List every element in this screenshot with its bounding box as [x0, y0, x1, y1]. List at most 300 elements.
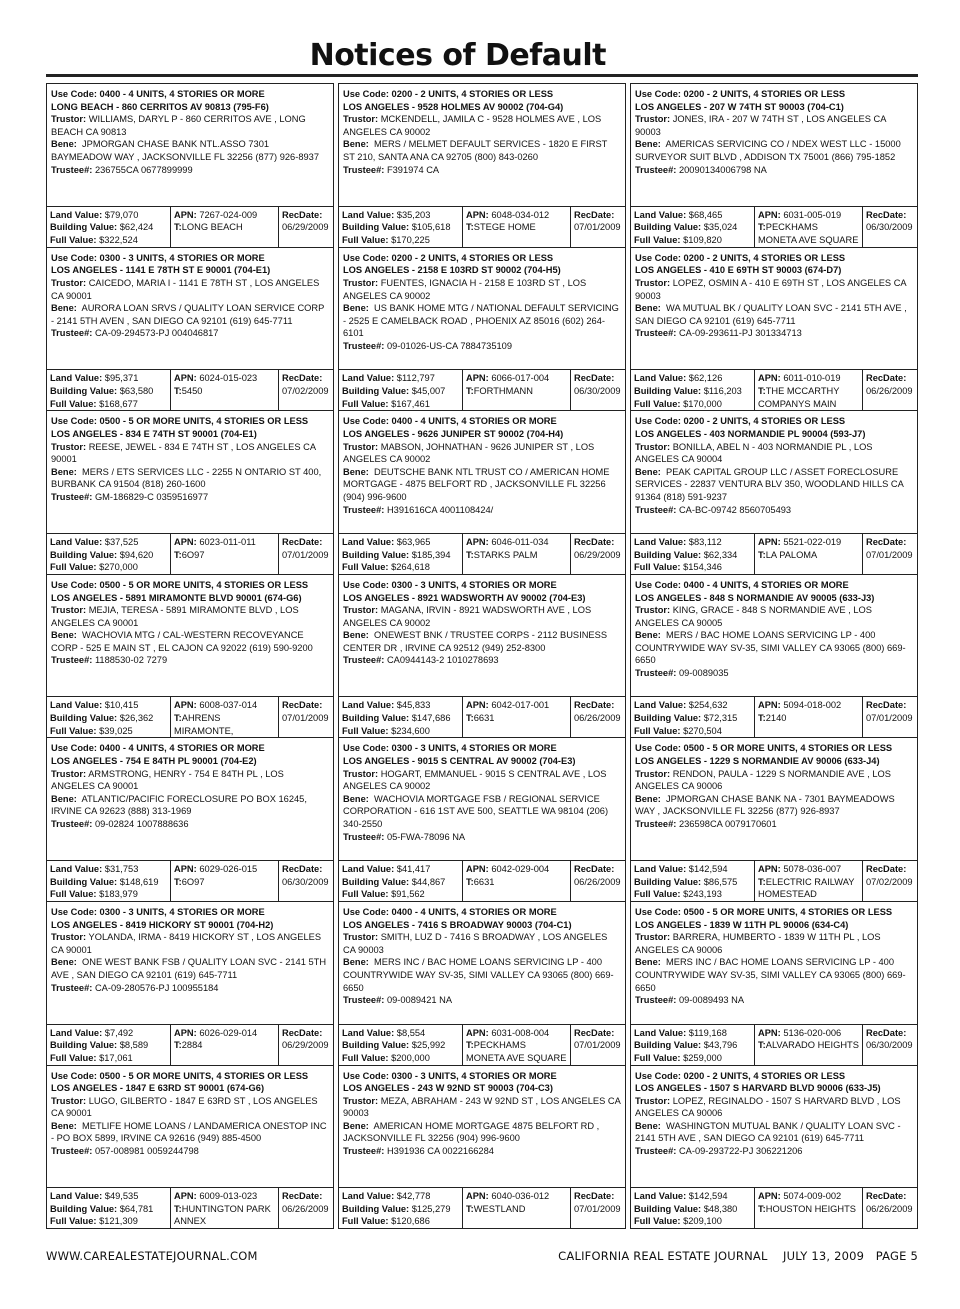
full-value: $120,686 [391, 1216, 430, 1227]
trustor-value: WILLIAMS, DARYL P - 860 CERRITOS AVE , LONG BEACH CA 90813 [51, 114, 306, 137]
recdate-cell [863, 1025, 917, 1065]
full-value-label: Full Value: [50, 562, 97, 573]
bene-line [635, 794, 895, 817]
tract-label: T: [174, 1203, 182, 1214]
trustee-line [51, 165, 193, 175]
land-value: $254,632 [688, 700, 728, 711]
apn-cell [463, 534, 571, 574]
notice-details [631, 575, 917, 697]
building-value: $48,380 [703, 1203, 738, 1214]
recdate-label: RecDate: [574, 373, 615, 384]
land-value: $7,492 [104, 1027, 134, 1038]
trustor-label: Trustor: [343, 114, 379, 125]
full-value: $154,346 [683, 562, 722, 573]
recdate-cell [863, 861, 917, 901]
bene-line [51, 794, 307, 817]
notice-details [339, 902, 625, 1024]
recdate-label: RecDate: [282, 863, 323, 874]
bene-value: ONEWEST BNK / TRUSTEE CORPS - 2112 BUSINESS CENTER DR , IRVINE CA 92512 (949) 252-8300 [343, 630, 608, 653]
property-location: LOS ANGELES - 1507 S HARVARD BLVD 90006 (633-J5) [635, 1083, 881, 1094]
use-code: Use Code: 0500 - 5 OR MORE UNITS, 4 STORIES OR LESS [635, 743, 893, 754]
apn-label: APN: [758, 373, 781, 384]
apn-label: APN: [466, 209, 489, 220]
tract-label: T: [466, 385, 474, 396]
recdate-value: 07/02/2009 [866, 876, 913, 887]
trustor-line [343, 114, 601, 137]
tract-label: T: [758, 876, 766, 887]
recdate-value: 07/01/2009 [574, 1203, 621, 1214]
bene-label: Bene: [635, 1120, 661, 1131]
recdate-cell [863, 534, 917, 574]
land-value-label: Land Value: [634, 373, 687, 384]
land-value-label: Land Value: [634, 863, 687, 874]
building-value-label: Building Value: [634, 1203, 702, 1214]
land-value: $49,535 [104, 1191, 139, 1202]
trustee-label: Trustee#: [635, 668, 677, 679]
property-location: LOS ANGELES - 207 W 74TH ST 90003 (704-C1) [635, 101, 844, 112]
property-location: LOS ANGELES - 410 E 69TH ST 90003 (674-D7) [635, 265, 842, 276]
apn-value: 6024-015-023 [199, 373, 258, 384]
tract-value: 6O97 [181, 876, 205, 887]
trustee-value: 057-008981 0059244798 [94, 1146, 199, 1157]
building-value-label: Building Value: [50, 876, 118, 887]
trustor-label: Trustor: [343, 932, 379, 943]
building-value-label: Building Value: [342, 1203, 410, 1214]
trustor-line [51, 1096, 318, 1119]
apn-value: 6026-029-014 [199, 1027, 258, 1038]
full-value-label: Full Value: [634, 1216, 681, 1227]
full-value: $170,225 [391, 235, 430, 246]
notice-record [338, 738, 626, 902]
notice-details [339, 84, 625, 206]
apn-cell [755, 697, 863, 737]
building-value: $26,362 [119, 713, 154, 724]
recdate-cell [571, 1188, 625, 1228]
tract-label: T: [466, 222, 474, 233]
building-value: $116,203 [703, 385, 742, 396]
recdate-label: RecDate: [574, 536, 615, 547]
bene-label: Bene: [343, 630, 369, 641]
trustee-label: Trustee#: [343, 831, 385, 842]
bene-value: MERS INC / BAC HOME LOANS SERVICING LP - 400 COUNTRYWIDE WAY SV-35, SIMI VALLEY CA 93065 (800) 669-6650 [635, 957, 906, 993]
trustor-value: MEJIA, TERESA - 5891 MIRAMONTE BLVD , LOS ANGELES CA 90001 [51, 605, 299, 628]
full-value: $270,000 [99, 562, 138, 573]
recdate-cell [571, 207, 625, 247]
notice-record [630, 83, 918, 248]
trustee-label: Trustee#: [635, 504, 677, 515]
notices-column [630, 83, 918, 1229]
bene-value: JPMORGAN CHASE BANK NA - 7301 BAYMEADOWS WAY , JACKSONVILLE FL 32256 (877) 926-8937 [635, 793, 895, 817]
apn-label: APN: [466, 1191, 489, 1202]
trustee-label: Trustee#: [51, 164, 93, 175]
trustee-label: Trustee#: [635, 164, 677, 175]
bene-label: Bene: [51, 139, 77, 150]
notice-details [631, 84, 917, 206]
land-value: $31,753 [104, 863, 139, 874]
tract-label: T: [758, 1040, 766, 1051]
trustor-line [635, 114, 886, 137]
apn-label: APN: [466, 863, 489, 874]
land-value-label: Land Value: [50, 536, 103, 547]
recdate-value: 06/26/2009 [574, 876, 621, 887]
land-value: $63,965 [396, 536, 431, 547]
property-location: LOS ANGELES - 8419 HICKORY ST 90001 (704-H2) [51, 919, 274, 930]
recdate-value: 06/29/2009 [282, 222, 329, 233]
bene-value: WACHOVIA MTG / CAL-WESTERN RECOVEYANCE CORP - 525 E MAIN ST , EL CAJON CA 92022 (619) 590-9200 [51, 630, 313, 653]
title-rule [46, 74, 918, 77]
trustee-line [343, 832, 465, 842]
apn-cell [755, 861, 863, 901]
tract-label: T: [174, 222, 182, 233]
valuation-row [339, 1187, 625, 1228]
property-location: LOS ANGELES - 5891 MIRAMONTE BLVD 90001 (674-G6) [51, 592, 302, 603]
notice-record [630, 902, 918, 1066]
full-value-label: Full Value: [50, 1052, 97, 1063]
notice-details [631, 738, 917, 860]
building-value: $72,315 [703, 713, 738, 724]
bene-value: MERS / MELMET DEFAULT SERVICES - 1820 E FIRST ST 210, SANTA ANA CA 92705 (800) 843-0260 [343, 139, 608, 162]
footer-date: JULY 13, 2009 [783, 1249, 865, 1263]
apn-cell [463, 207, 571, 247]
recdate-cell [279, 207, 333, 247]
trustor-value: ARMSTRONG, HENRY - 754 E 84TH PL , LOS ANGELES CA 90001 [51, 768, 284, 792]
building-value-label: Building Value: [342, 385, 410, 396]
building-value-label: Building Value: [342, 549, 410, 560]
apn-cell [171, 534, 279, 574]
bene-value: WACHOVIA MORTGAGE FSB / REGIONAL SERVICE CORPORATION - 616 1ST AVE 500, SEATTLE WA 98104 (206) 340-2550 [343, 793, 609, 829]
trustor-line [635, 442, 873, 465]
trustor-line [343, 932, 607, 955]
full-value-label: Full Value: [342, 1052, 389, 1063]
recdate-label: RecDate: [282, 1191, 323, 1202]
footer-page: PAGE 5 [875, 1249, 918, 1263]
land-value-label: Land Value: [342, 863, 395, 874]
trustor-line [51, 932, 321, 955]
notice-details [47, 84, 333, 206]
trustee-value: CA0944143-2 1010278693 [386, 655, 499, 666]
tract-value: AHRENS MIRAMONTE, [174, 713, 234, 736]
land-value: $112,797 [396, 373, 435, 384]
trustor-label: Trustor: [51, 441, 87, 452]
bene-line [635, 303, 907, 326]
recdate-value: 06/30/2009 [866, 222, 913, 233]
footer-website[interactable]: WWW.CAREALESTATEJOURNAL.COM [46, 1249, 258, 1263]
recdate-cell [863, 697, 917, 737]
trustee-line [343, 655, 499, 665]
notice-details [47, 902, 333, 1024]
values-cell [339, 1188, 463, 1228]
apn-label: APN: [758, 700, 781, 711]
notice-record [630, 1066, 918, 1230]
tract-value: ALVARADO HEIGHTS [765, 1040, 859, 1051]
land-value: $37,525 [104, 536, 139, 547]
bene-label: Bene: [51, 630, 77, 641]
bene-line [51, 303, 324, 326]
trustor-line [51, 114, 306, 137]
trustee-value: 236598CA 0079170601 [678, 819, 777, 829]
notice-details [339, 411, 625, 533]
land-value: $142,594 [688, 863, 728, 874]
notice-record [338, 1066, 626, 1230]
trustor-label: Trustor: [51, 932, 87, 943]
apn-cell [463, 1188, 571, 1228]
valuation-row [631, 860, 917, 901]
bene-line [51, 467, 321, 490]
land-value: $42,778 [396, 1191, 431, 1202]
full-value-label: Full Value: [342, 889, 389, 900]
land-value: $45,833 [396, 700, 431, 711]
bene-value: AMERICAN HOME MORTGAGE 4875 BELFORT RD , JACKSONVILLE FL 32256 (904) 996-9600 [343, 1120, 600, 1144]
tract-value: 2140 [765, 713, 787, 724]
property-location: LONG BEACH - 860 CERRITOS AV 90813 (795-F6) [51, 101, 269, 112]
recdate-cell [863, 207, 917, 247]
bene-label: Bene: [51, 793, 77, 804]
full-value-label: Full Value: [634, 562, 681, 573]
property-location: LOS ANGELES - 754 E 84TH PL 90001 (704-E2) [51, 756, 257, 767]
trustor-label: Trustor: [51, 114, 87, 125]
trustor-line [343, 1096, 620, 1119]
trustee-value: GM-186829-C 0359516977 [94, 491, 209, 502]
full-value-label: Full Value: [342, 562, 389, 573]
values-cell [47, 697, 171, 737]
trustor-value: BARRERA, HUMBERTO - 1839 W 11TH PL , LOS ANGELES CA 90006 [635, 932, 881, 955]
bene-line [635, 630, 906, 665]
recdate-value: 07/02/2009 [282, 385, 329, 396]
trustor-value: LOPEZ, REGINALDO - 1507 S HARVARD BLVD , LOS ANGELES CA 90006 [635, 1095, 901, 1119]
bene-label: Bene: [635, 630, 661, 641]
trustee-line [343, 1146, 494, 1156]
full-value-label: Full Value: [50, 1216, 97, 1227]
recdate-label: RecDate: [866, 863, 907, 874]
apn-label: APN: [174, 373, 197, 384]
building-value-label: Building Value: [634, 549, 702, 560]
full-value-label: Full Value: [50, 235, 97, 246]
trustor-label: Trustor: [635, 278, 671, 289]
land-value-label: Land Value: [634, 1191, 687, 1202]
full-value-label: Full Value: [634, 398, 681, 409]
recdate-label: RecDate: [866, 1191, 907, 1202]
tract-label: T: [174, 713, 182, 724]
trustee-label: Trustee#: [343, 341, 385, 351]
trustor-value: REESE, JEWEL - 834 E 74TH ST , LOS ANGELES CA 90001 [51, 441, 316, 465]
bene-line [343, 303, 619, 338]
trustor-label: Trustor: [343, 768, 379, 779]
valuation-row [631, 369, 917, 410]
full-value-label: Full Value: [50, 725, 97, 736]
full-value-label: Full Value: [342, 235, 389, 246]
trustor-value: RENDON, PAULA - 1229 S NORMANDIE AVE , LOS ANGELES CA 90006 [635, 768, 891, 792]
tract-value: HOUSTON HEIGHTS [765, 1203, 856, 1214]
apn-value: 6029-026-015 [199, 863, 258, 874]
apn-label: APN: [758, 863, 781, 874]
use-code: Use Code: 0300 - 3 UNITS, 4 STORIES OR MORE [51, 252, 265, 263]
trustee-label: Trustee#: [51, 328, 93, 339]
values-cell [339, 861, 463, 901]
valuation-row [631, 206, 917, 247]
values-cell [339, 534, 463, 574]
full-value-label: Full Value: [342, 1216, 389, 1227]
trustee-value: 09-02824 1007888636 [94, 819, 189, 829]
recdate-cell [279, 534, 333, 574]
full-value: $167,461 [391, 398, 430, 409]
recdate-value: 06/26/2009 [282, 1203, 329, 1214]
recdate-label: RecDate: [282, 700, 323, 711]
trustee-value: H391936 CA 0022166284 [386, 1146, 494, 1157]
recdate-label: RecDate: [574, 1027, 615, 1038]
trustor-line [51, 769, 284, 792]
land-value-label: Land Value: [342, 373, 395, 384]
tract-value: 5450 [181, 385, 203, 396]
apn-cell [755, 534, 863, 574]
tract-label: T: [466, 549, 474, 560]
property-location: LOS ANGELES - 9626 JUNIPER ST 90002 (704-H4) [343, 428, 564, 439]
tract-value: STARKS PALM [473, 549, 538, 560]
bene-line [343, 794, 608, 829]
apn-value: 6042-017-001 [491, 700, 550, 711]
apn-label: APN: [758, 1191, 781, 1202]
recdate-value: 07/01/2009 [282, 549, 329, 560]
trustee-label: Trustee#: [51, 1146, 93, 1157]
land-value: $119,168 [688, 1027, 727, 1038]
bene-value: MERS / ETS SERVICES LLC - 2255 N ONTARIO ST 400, BURBANK CA 91504 (818) 260-1600 [51, 466, 322, 490]
use-code: Use Code: 0200 - 2 UNITS, 4 STORIES OR LESS [343, 252, 554, 263]
apn-value: 6066-017-004 [491, 373, 550, 384]
valuation-row [339, 206, 625, 247]
apn-label: APN: [466, 373, 489, 384]
valuation-row [631, 533, 917, 574]
notice-record [338, 411, 626, 575]
trustor-line [343, 278, 586, 301]
recdate-value: 07/01/2009 [866, 713, 913, 724]
values-cell [339, 370, 463, 410]
notice-details [339, 248, 625, 370]
building-value-label: Building Value: [634, 1040, 702, 1051]
tract-value: LA PALOMA [765, 549, 818, 560]
land-value-label: Land Value: [50, 1027, 103, 1038]
trustor-line [635, 605, 872, 628]
recdate-label: RecDate: [866, 209, 907, 220]
trustor-label: Trustor: [635, 932, 671, 943]
building-value: $105,618 [411, 222, 451, 233]
recdate-label: RecDate: [282, 209, 323, 220]
trustor-line [51, 442, 316, 465]
property-location: LOS ANGELES - 7416 S BROADWAY 90003 (704-C1) [343, 919, 572, 930]
full-value: $170,000 [683, 398, 722, 409]
trustor-value: JONES, IRA - 207 W 74TH ST , LOS ANGELES CA 90003 [635, 114, 886, 137]
recdate-value: 07/01/2009 [574, 222, 621, 233]
use-code: Use Code: 0400 - 4 UNITS, 4 STORIES OR MORE [343, 906, 557, 917]
trustee-line [51, 819, 189, 829]
bene-label: Bene: [343, 1120, 369, 1131]
apn-cell [463, 370, 571, 410]
trustor-line [635, 1096, 901, 1119]
notice-record [46, 738, 334, 902]
notice-details [339, 738, 625, 860]
use-code: Use Code: 0500 - 5 OR MORE UNITS, 4 STORIES OR LESS [51, 416, 309, 427]
bene-line [635, 957, 906, 992]
tract-value: 6O97 [181, 549, 205, 560]
trustor-line [635, 769, 891, 792]
full-value: $259,000 [683, 1052, 722, 1063]
apn-value: 5521-022-019 [783, 536, 842, 547]
trustor-line [635, 278, 906, 301]
building-value-label: Building Value: [50, 549, 118, 560]
trustee-line [343, 165, 439, 175]
apn-cell [755, 207, 863, 247]
trustor-value: FUENTES, IGNACIA H - 2158 E 103RD ST , LOS ANGELES CA 90002 [343, 278, 587, 301]
tract-label: T: [174, 876, 182, 887]
notice-record [46, 411, 334, 575]
trustee-label: Trustee#: [635, 819, 677, 829]
tract-label: T: [466, 1040, 474, 1051]
land-value-label: Land Value: [342, 536, 395, 547]
valuation-row [339, 533, 625, 574]
recdate-label: RecDate: [574, 1191, 615, 1202]
trustee-line [635, 165, 767, 175]
land-value-label: Land Value: [342, 209, 395, 220]
bene-label: Bene: [635, 793, 661, 804]
tract-value: ELECTRIC RAILWAY HOMESTEAD [758, 876, 855, 900]
trustor-label: Trustor: [51, 605, 87, 616]
recdate-label: RecDate: [574, 863, 615, 874]
recdate-label: RecDate: [574, 700, 615, 711]
land-value-label: Land Value: [50, 863, 103, 874]
apn-value: 6042-029-004 [491, 863, 550, 874]
notices-column [46, 83, 334, 1229]
building-value: $62,424 [119, 222, 154, 233]
use-code: Use Code: 0400 - 4 UNITS, 4 STORIES OR MORE [51, 743, 265, 754]
apn-value: 6031-005-019 [783, 209, 842, 220]
bene-value: MERS INC / BAC HOME LOANS SERVICING LP - 400 COUNTRYWIDE WAY SV-35, SIMI VALLEY CA 93065 (800) 669-6650 [343, 957, 614, 993]
property-location: LOS ANGELES - 9528 HOLMES AV 90002 (704-G4) [343, 101, 564, 112]
trustee-line [635, 1146, 802, 1156]
notice-record [46, 902, 334, 1066]
building-value-label: Building Value: [634, 713, 702, 724]
trustor-value: SMITH, LUZ D - 7416 S BROADWAY , LOS ANGELES CA 90003 [343, 932, 608, 955]
bene-value: JPMORGAN CHASE BANK NTL.ASSO 7301 BAYMEADOW WAY , JACKSONVILLE FL 32256 (877) 926-8937 [51, 139, 320, 162]
notice-details [47, 575, 333, 697]
full-value: $109,820 [683, 235, 722, 246]
full-value: $39,025 [99, 725, 133, 736]
trustor-value: MCKENDELL, JAMILA C - 9528 HOLMES AVE , LOS ANGELES CA 90002 [343, 114, 602, 137]
trustor-line [343, 442, 594, 465]
bene-label: Bene: [51, 466, 77, 477]
full-value-label: Full Value: [342, 725, 389, 736]
full-value-label: Full Value: [50, 398, 97, 409]
building-value: $64,781 [119, 1203, 154, 1214]
apn-cell [171, 1025, 279, 1065]
trustor-value: MAGANA, IRVIN - 8921 WADSWORTH AVE , LOS ANGELES CA 90002 [343, 605, 592, 628]
full-value: $270,504 [683, 725, 722, 736]
tract-value: 6631 [473, 713, 495, 724]
trustor-label: Trustor: [343, 605, 379, 616]
building-value-label: Building Value: [50, 222, 118, 233]
full-value: $264,618 [391, 562, 430, 573]
building-value: $45,007 [411, 385, 446, 396]
bene-value: ONE WEST BANK FSB / QUALITY LOAN SVC - 2141 5TH AVE , SAN DIEGO CA 92101 (619) 645-7711 [51, 957, 327, 980]
bene-value: ATLANTIC/PACIFIC FORECLOSURE PO BOX 16245, IRVINE CA 92623 (888) 313-1969 [51, 793, 307, 817]
trustee-value: 1188530-02 7279 [94, 655, 168, 666]
trustee-line [343, 505, 493, 515]
building-value: $94,620 [119, 549, 154, 560]
apn-value: 6009-013-023 [199, 1191, 258, 1202]
apn-value: 6031-008-004 [491, 1027, 550, 1038]
apn-value: 6046-011-034 [491, 536, 549, 547]
notice-details [47, 1066, 333, 1188]
bene-label: Bene: [343, 466, 369, 477]
land-value-label: Land Value: [342, 1191, 395, 1202]
full-value: $243,193 [683, 889, 722, 900]
